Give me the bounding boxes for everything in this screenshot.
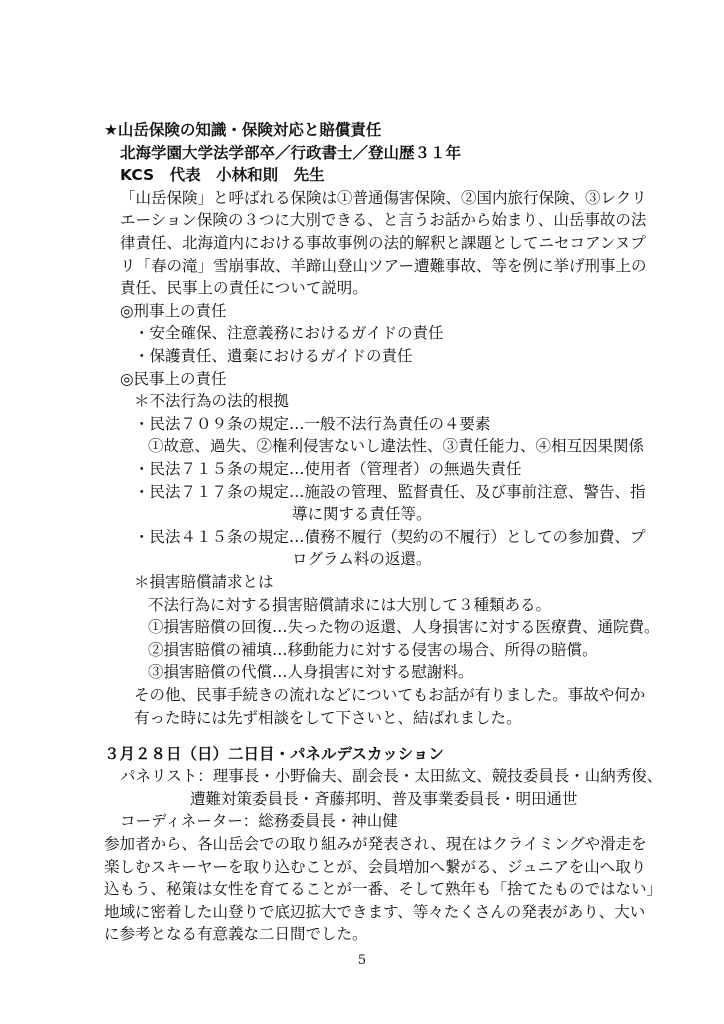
body-line: 地域に密着した山登りで底辺拡大できます、等々たくさんの発表があり、大い	[104, 902, 646, 921]
tort-line: ・民法７０９条の規定…一般不法行為責任の４要素	[134, 414, 491, 433]
intro-line: エーション保険の３つに大別できる、と言うお話から始まり、山岳事故の法	[120, 211, 647, 230]
damages-line: ③損害賠償の代償…人身損害に対する慰謝料。	[148, 663, 474, 682]
body-line: 込もう、秘策は女性を育てることが一番、そして熟年も「捨てたものではない」	[104, 880, 663, 899]
damages-line: ②損害賠償の補填…移動能力に対する侵害の場合、所得の賠償。	[148, 640, 598, 659]
speaker-credentials: 北海学園大学法学部卒／行政書士／登山歴３１年	[120, 143, 462, 162]
section-title: ★山岳保険の知識・保険対応と賠償責任	[104, 121, 382, 139]
intro-line: リ「春の滝」雪崩事故、羊蹄山登山ツアー遭難事故、等を例に挙げ刑事上の	[120, 256, 647, 275]
intro-line: 責任、民事上の責任について説明。	[120, 279, 368, 298]
criminal-item: ・安全確保、注意義務におけるガイドの責任	[134, 324, 444, 343]
panelists-line: パネリスト：理事長・小野倫夫、副会長・太田紘文、競技委員長・山納秀俊、	[120, 767, 663, 786]
criminal-heading: ◎刑事上の責任	[120, 301, 227, 320]
body-line: 参加者から、各山岳会での取り組みが発表され、現在はクライミングや滑走を	[104, 835, 647, 853]
damages-line: 不法行為に対する損害賠償請求には大別して３種類ある。	[148, 595, 552, 614]
tort-heading: ＊不法行為の法的根拠	[134, 392, 290, 411]
tort-line: 導に関する責任等。	[292, 505, 432, 524]
tort-line: ・民法７１７条の規定…施設の管理、監督責任、及び事前注意、警告、指	[134, 482, 646, 501]
intro-line: 「山岳保険」と呼ばれる保険は①普通傷害保険、②国内旅行保険、③レクリ	[120, 188, 647, 207]
tort-line: ・民法７１５条の規定…使用者（管理者）の無過失責任	[134, 460, 522, 478]
speaker-name: KCS 代表 小林和則 先生	[120, 166, 325, 185]
tort-line: ①故意、過失、②権利侵害ないし違法性、③責任能力、④相互因果関係	[148, 437, 645, 456]
panelists-line: 遭難対策委員長・斉藤邦明、普及事業委員長・明田通世	[190, 789, 578, 808]
damages-line: ①損害賠償の回復…失った物の返還、人身損害に対する医療費、通院費。	[148, 618, 660, 637]
criminal-item: ・保護責任、遺棄におけるガイドの責任	[134, 347, 413, 365]
damages-heading: ＊損害賠償請求とは	[134, 573, 274, 591]
body-line: に参考となる有意義な二日間でした。	[104, 925, 368, 944]
closing-line: その他、民事手続きの流れなどについてもお話が有りました。事故や何か	[134, 686, 646, 704]
coordinator-line: コーディネーター：総務委員長・神山健	[120, 812, 398, 831]
intro-line: 律責任、北海道内における事故事例の法的解釈と課題としてニセコアンヌプ	[120, 234, 646, 252]
section2-title: ３月２８日（日）二日目・パネルデスカッション	[104, 744, 444, 763]
page-number: 5	[357, 953, 367, 969]
tort-line: ログラム料の返還。	[292, 550, 432, 569]
body-line: 楽しむスキーヤーを取り込むことが、会員増加へ繋がる、ジュニアを山へ取り	[104, 857, 647, 876]
civil-heading: ◎民事上の責任	[120, 369, 227, 388]
closing-line: 有った時には先ず相談をして下さいと、結ばれました。	[134, 708, 522, 727]
tort-line: ・民法４１５条の規定…債務不履行（契約の不履行）としての参加費、プ	[134, 527, 646, 546]
